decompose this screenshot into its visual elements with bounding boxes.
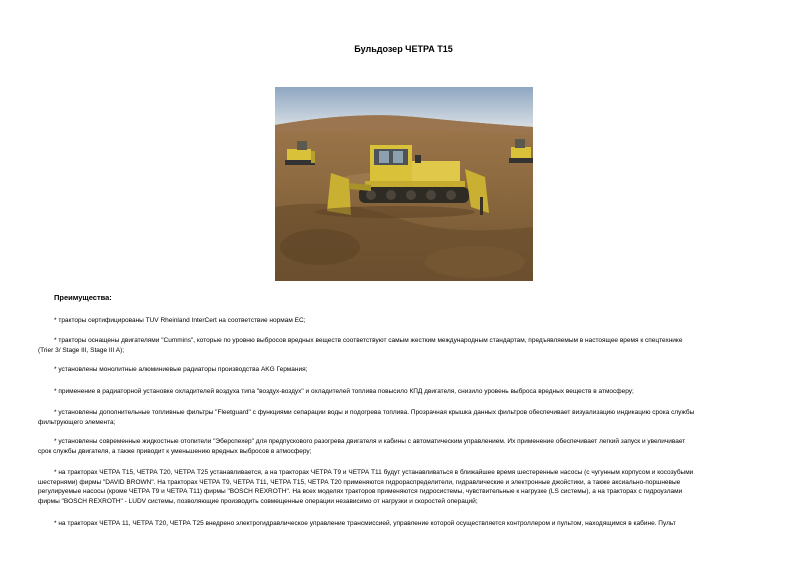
advantage-line: * на тракторах ЧЕТРА Т15, ЧЕТРА Т20, ЧЕТРА Т25 устанавливается, а на тракторах ЧЕТРА Т9 и ЧЕТРА Т11 будут устанавливаться в ближайшее время шестеренные насосы (с чугунным корпусом и косозубыми (54, 469, 694, 476)
advantage-line: * применение в радиаторной установке охладителей воздуха типа "воздух-воздух" и охладителей топлива повысило КПД двигателя, снизило уровень выброса вредных веществ в атмосферу; (54, 388, 634, 395)
advantage-item (38, 437, 772, 456)
advantage-line: * установлены дополнительные топливные фильтры "Fleetguard" с функциями сепарации воды и подогрева топлива. Прозрачная крышка данных фильтров обеспечивает визуализацию индикацию срока службы (54, 409, 695, 416)
advantage-line: * тракторы сертифицированы TUV Rheinland InterCert на соответствие нормам ЕС; (54, 317, 306, 324)
advantages-section (38, 0, 772, 571)
page-title: Бульдозер ЧЕТРА Т15 (354, 44, 453, 54)
advantage-line: фирмы "BOSCH REXROTH" - LUDV системы, позволяющие производить совмещенные операции независимо от нагрузки и скоростей операций; (38, 497, 478, 505)
advantage-item (38, 316, 772, 326)
advantage-line: * установлены монолитные алюминиевые радиаторы производства AKG Германия; (54, 366, 308, 373)
advantage-line: срок службы двигателя, а также приводит к уменьшению вредных выбросов в атмосферу; (38, 447, 312, 455)
advantage-line: * установлены современные жидкостные отопители "Эберспехер" для предпускового разогрева двигателя и кабины с автоматическим управлением. Их применение обеспечивает легкий запуск и увеличивает (54, 438, 686, 445)
advantage-item (38, 408, 772, 427)
advantage-item (38, 519, 772, 529)
advantage-line: регулируемые насосы (кроме ЧЕТРА Т9 и ЧЕТРА Т11) фирмы "BOSCH REXROTH". На всех моделях тракторов применяются гидросистемы, чувствительные к нагрузке (LS системы), а на тракторах с гидроузлами (38, 488, 683, 495)
advantages-heading: Преимущества: (54, 293, 112, 302)
advantage-line: * на тракторах ЧЕТРА 11, ЧЕТРА Т20, ЧЕТРА Т25 внедрено электрогидравлическое управление трансмиссией, управление которой осуществляется контроллером и пультом, находящимся в кабине. Пульт (54, 520, 676, 527)
advantage-item (38, 365, 772, 375)
advantage-item (38, 387, 772, 397)
advantage-item (38, 336, 772, 355)
advantage-line: (Trier 3/ Stage III, Stage III A); (38, 346, 125, 354)
advantage-line: фильтрующего элемента; (38, 418, 116, 426)
advantage-item (38, 468, 772, 506)
advantage-line: * тракторы оснащены двигателями "Cummins", которые по уровню выбросов вредных веществ соответствуют самым жестким международным стандартам, предъявляемым в настоящее время к спецтехнике (54, 337, 683, 344)
advantage-line: шестернями) фирмы "DAVID BROWN". На тракторах ЧЕТРА Т9, ЧЕТРА Т11, ЧЕТРА Т15, ЧЕТРА Т20 применяются гидрораспределители, гидравлические и электронные джойстики, а также аксиально-поршневые (38, 478, 681, 486)
